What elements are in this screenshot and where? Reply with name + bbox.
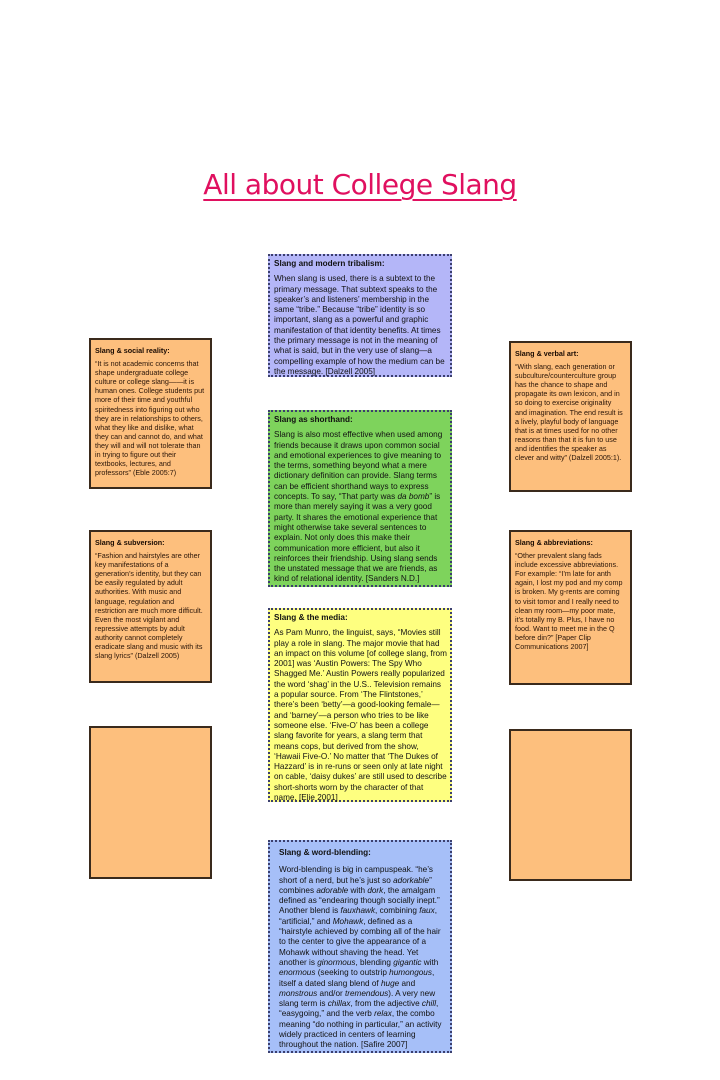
box-heading: Slang & the media: (274, 613, 348, 622)
box-heading: Slang & word-blending: (279, 848, 371, 857)
verbal-art-box (509, 341, 632, 492)
tribalism-box (268, 254, 452, 377)
box-body: As Pam Munro, the linguist, says, “Movies still play a role in slang. The major movie that had an impact on this volume [of college slang, from 2001] was ‘Austin Powers: The Spy Who Shagged Me.’ Austin Powers really popularized the word ‘shag’ in the U.S.. Television remains a popular source. From ‘The Flintstones,’ there’s been ‘betty’—a good-looking female—and ‘barney’—a person who tries to be like someone else. ‘Five-O’ has been a college slang favorite for years, a slang term that means cops, but derived from the show, ‘Hawaii Five-O.’ No matter that ‘The Dukes of Hazzard’ is in re-runs or seen only at late night on cable, ‘daisy dukes’ are still used to describe short-shorts worn by the character of that name. [Elie 2001] (274, 628, 447, 803)
media-box (268, 608, 452, 802)
box-body: “It is not academic concerns that shape undergraduate college culture or college slang——it is human ones. College students put more of their time and youthful spiritedness into figuring out who they are in relationships to others, what they like and dislike, what they can and cannot do, and what they will and will not tolerate than in trying to figure out their textbooks, lectures, and professors” (Eble 2005:7) (95, 359, 205, 478)
box-body: Word-blending is big in campuspeak. “he’s short of a nerd, but he’s just so adorkable” combines adorable with dork, the amalgam defined as “endearing though socially inept.” Another blend is fauxhawk, combining faux, “artificial,” and Mohawk, defined as a “hairstyle achieved by combing all of the hair to the center to give the appearance of a Mohawk without shaving the head. Yet another is ginormous, blending gigantic with enormous (seeking to outstrip humongous, itself a dated slang blend of huge and monstrous and/or tremendous). A very new slang term is chillax, from the adjective chill, “easygoing,” and the verb relax, the combo meaning “do nothing in particular,” an activity widely practiced in centers of learning throughout the nation. [Safire 2007] (279, 865, 442, 1050)
box-body: “Fashion and hairstyles are other key manifestations of a generation’s identity, but they can be easily regulated by adult authorities. With music and language, regulation and restriction are much more difficult. Even the most vigilant and repressive attempts by adult authority cannot completely eradicate slang and music with its slang lyrics” (Dalzell 2005) (95, 551, 203, 661)
empty-right-box (509, 729, 632, 881)
subversion-box (89, 530, 212, 683)
box-body: “Other prevalent slang fads include excessive abbreviations. For example: “I’m late for anth again, I lost my pod and my comp is broken. My g-rents are coming to visit tomor and I really need to clean my room—my poor mate, it’s totally my B. Plus, I have no food. Want to meet me in the Q before din?” [Paper Clip Communications 2007] (515, 551, 623, 652)
word-blending-box (268, 840, 452, 1053)
box-heading: Slang & abbreviations: (515, 538, 593, 547)
box-body: “With slang, each generation or subculture/counterculture group has the chance to shape and propagate its own lexicon, and in so doing to exercise originality and imagination. The end result is a lively, playful body of language that is at times used for no other reasons than that it is fun to use and identifies the speaker as clever and witty” (Dalzell 2005:1). (515, 362, 623, 463)
shorthand-box (268, 410, 452, 587)
empty-left-box (89, 726, 212, 879)
page-title: All about College Slang (203, 168, 517, 201)
box-heading: Slang & subversion: (95, 538, 165, 547)
box-body: Slang is also most effective when used among friends because it draws upon common social and emotional experiences to give meaning to the terms, something beyond what a mere dictionary definition can provide. Slang terms can be efficient shorthand ways to express concepts. To say, “That party was da bomb” is more than merely saying it was a very good party. It shares the emotional experience that might otherwise take several sentences to explain. Not only does this make their communication more efficient, but also it reinforces their friendship. Using slang sends the unstated message that we are friends, as kind of relational identity. [Sanders N.D.] (274, 430, 443, 584)
box-heading: Slang & social reality: (95, 346, 170, 355)
social-reality-box (89, 338, 212, 489)
abbreviations-box (509, 530, 632, 685)
box-heading: Slang and modern tribalism: (274, 259, 385, 268)
box-body: When slang is used, there is a subtext to the primary message. That subtext speaks to the speaker’s and listeners’ membership in the same “tribe.” Because “tribe” identity is so important, slang as a powerful and graphic manifestation of that identity benefits. At times the primary message is not in the meaning of what is said, but in the very use of slang—a compelling example of how the medium can be the message. [Dalzell 2005] (274, 274, 445, 376)
box-heading: Slang & verbal art: (515, 349, 579, 358)
box-heading: Slang as shorthand: (274, 415, 353, 424)
